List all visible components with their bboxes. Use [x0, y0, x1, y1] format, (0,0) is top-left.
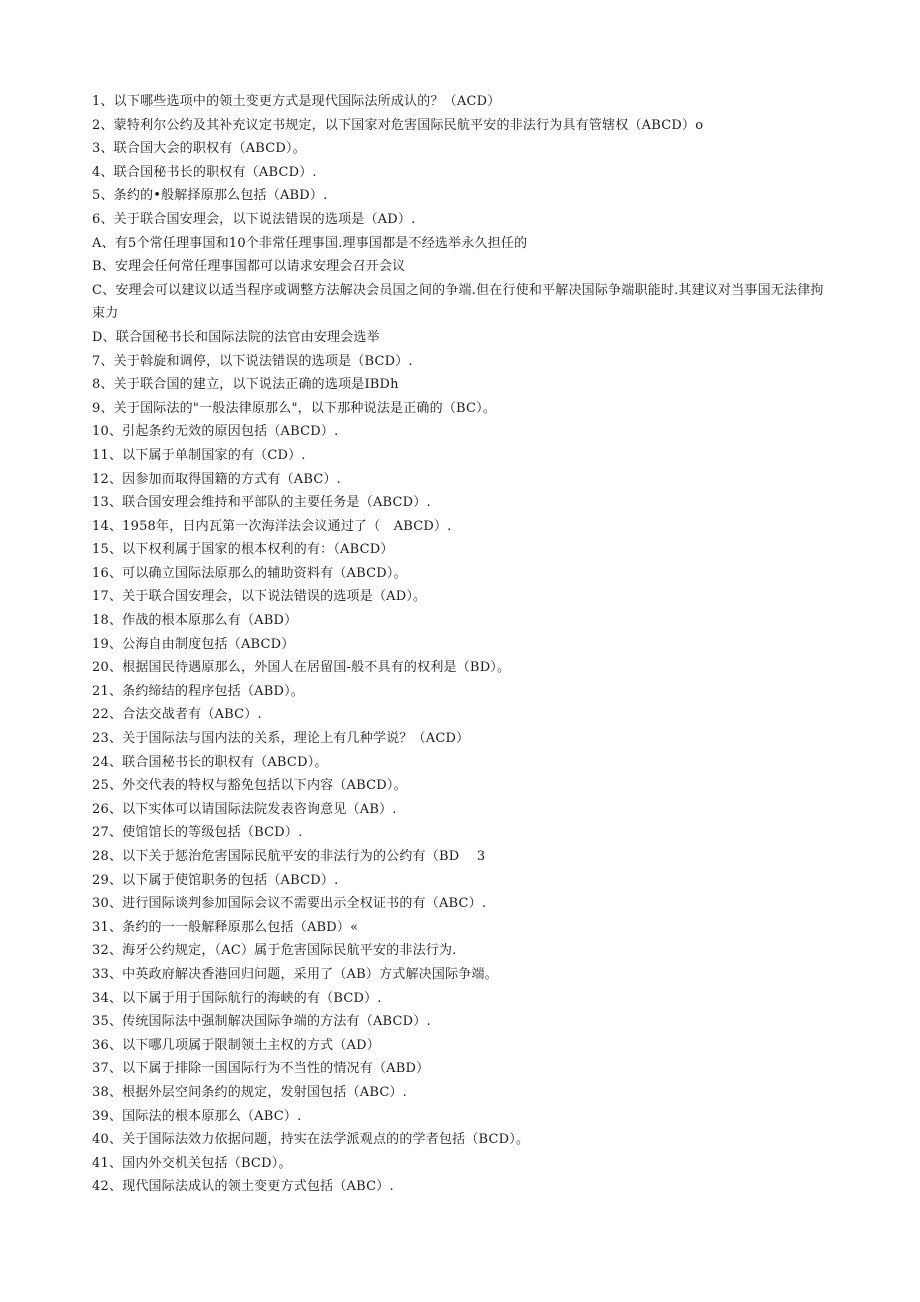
question-line: 19、公海自由制度包括（ABCD）: [92, 636, 295, 652]
question-line: 24、联合国秘书长的职权有（ABCD）。: [92, 754, 328, 770]
question-line: 40、关于国际法效力依据问题，持实在法学派观点的的学者包括（BCD）。: [92, 1132, 530, 1148]
question-line: 6、关于联合国安理会，以下说法错误的选项是（AD）.: [92, 211, 416, 227]
question-line: 4、联合国秘书长的职权有（ABCD）.: [92, 164, 317, 180]
question-line: 29、以下属于使馆职务的包括（ABCD）.: [92, 872, 339, 888]
question-line: 36、以下哪几项属于限制领土主权的方式（AD）: [92, 1037, 380, 1053]
question-line: 33、中英政府解决香港回归问题，采用了（AB）方式解决国际争端。: [92, 966, 498, 982]
question-line: 28、以下关于惩治危害国际民航平安的非法行为的公约有（BD 3: [92, 849, 486, 864]
question-line: 34、以下属于用于国际航行的海峡的有（BCD）.: [92, 990, 382, 1006]
question-line: 5、条约的•般解择原那么包括（ABD）.: [92, 188, 328, 204]
question-line: 31、条约的一一般解释原那么包括（ABD）«: [92, 919, 359, 935]
question-line: D、联合国秘书长和国际法院的法官由安理会选举: [92, 329, 380, 345]
question-line: 39、国际法的根本原那么（ABC）.: [92, 1108, 302, 1124]
question-line: 17、关于联合国安理会，以下说法错误的选项是（AD）。: [92, 589, 427, 605]
document-body: [92, 90, 832, 1199]
question-line: 9、关于国际法的"一般法律原那么"，以下那种说法是正确的（BC）。: [92, 400, 497, 416]
question-line: 42、现代国际法成认的领土变更方式包括（ABC）.: [92, 1179, 394, 1195]
question-line: 11、以下属于单制国家的有（CD）.: [92, 447, 306, 463]
question-line: 32、海牙公约规定，（AC）属于危害国际民航平安的非法行为.: [92, 943, 457, 959]
question-line: 1、以下哪些选项中的领土变更方式是现代国际法所成认的？（ACD）: [92, 94, 501, 109]
question-line: C、安理会可以建议以适当程序或调整方法解决会员国之间的争端.但在行使和平解决国际争端职能时.其建议对当事国无法律拘束力: [92, 282, 824, 322]
question-line: 23、关于国际法与国内法的关系，理论上有几种学说？（ACD）: [92, 731, 470, 747]
question-line: 21、条约缔结的程序包括（ABD）。: [92, 683, 305, 699]
question-line: 41、国内外交机关包括（BCD）。: [92, 1155, 292, 1171]
question-line: B、安理会任何常任理事国都可以请求安理会召开会议: [92, 259, 406, 275]
question-line: 15、以下权利属于国家的根本权利的有：（ABCD）: [92, 542, 394, 558]
question-line: 13、联合国安理会维持和平部队的主要任务是（ABCD）.: [92, 495, 431, 511]
question-line: A、有5个常任理事国和10个非常任理事国.理事国都是不经选举永久担任的: [92, 235, 528, 251]
question-line: 12、因参加而取得国籍的方式有（ABC）.: [92, 471, 342, 487]
question-line: 7、关于斡旋和调停，以下说法错误的选项是（BCD）.: [92, 353, 413, 369]
question-line: 22、合法交战者有（ABC）.: [92, 707, 262, 723]
question-line: 14、1958年，日内瓦第一次海洋法会议通过了（ ABCD）.: [92, 518, 452, 534]
question-line: 38、根据外层空间条约的规定，发射国包括（ABC）.: [92, 1084, 408, 1100]
question-line: 3、联合国大会的职权有（ABCD）。: [92, 141, 306, 157]
question-line: 26、以下实体可以请国际法院发表咨询意见（AB）.: [92, 801, 397, 817]
question-line: 16、可以确立国际法原那么的辅助资料有（ABCD）。: [92, 565, 407, 581]
question-line: 20、根据国民待遇原那么，外国人在居留国-般不具有的权利是（BD）。: [92, 660, 511, 676]
question-line: 10、引起条约无效的原因包括（ABCD）.: [92, 424, 339, 440]
question-line: 8、关于联合国的建立，以下说法正确的选项是IBDh: [92, 377, 399, 393]
question-line: 37、以下属于排除一国国际行为不当性的情况有（ABD）: [92, 1061, 430, 1077]
question-line: 25、外交代表的特权与豁免包括以下内容（ABCD）。: [92, 778, 407, 794]
question-line: 35、传统国际法中强制解决国际争端的方法有（ABCD）.: [92, 1014, 431, 1030]
question-line: 18、作战的根本原那么有（ABD）: [92, 613, 298, 629]
question-line: 30、进行国际谈判参加国际会议不需要出示全权证书的有（ABC）.: [92, 896, 487, 912]
question-line: 27、使馆馆长的等级包括（BCD）.: [92, 825, 303, 841]
question-line: 2、蒙特利尔公约及其补充议定书规定，以下国家对危害国际民航平安的非法行为具有管辖权（ABCD）o: [92, 117, 704, 133]
